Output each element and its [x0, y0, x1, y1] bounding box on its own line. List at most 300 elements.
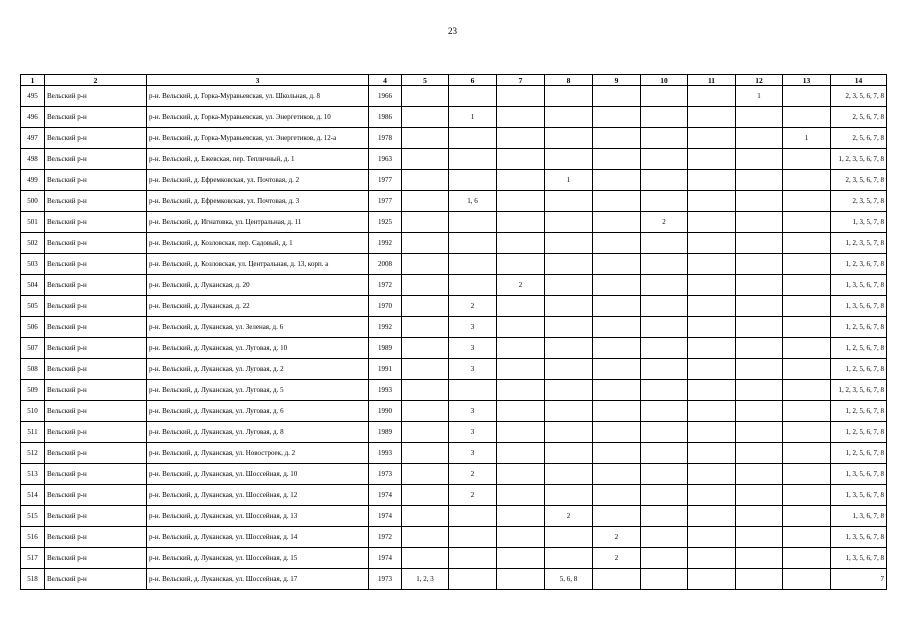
col-12-cell: [736, 107, 783, 128]
year-cell: 1978: [369, 128, 402, 149]
col-8-cell: [545, 422, 593, 443]
col-5-cell: [402, 338, 449, 359]
table-row: [21, 485, 887, 506]
district-cell: Вельский р-н: [45, 86, 147, 107]
col-13-cell: [783, 233, 831, 254]
col-11-cell: [688, 149, 736, 170]
col-6-cell: 3: [449, 422, 497, 443]
col-11-cell: [688, 380, 736, 401]
col-9-cell: [593, 275, 641, 296]
district-cell: Вельский р-н: [45, 485, 147, 506]
year-cell: 1977: [369, 170, 402, 191]
column-header-2: 2: [45, 75, 147, 86]
col-10-cell: [641, 107, 688, 128]
col-5-cell: [402, 107, 449, 128]
address-cell: р-н. Вельский, д. Луканская, ул. Луговая, д. 10: [147, 338, 369, 359]
district-cell: Вельский р-н: [45, 380, 147, 401]
col-14-cell: 2, 3, 5, 7, 8: [831, 191, 887, 212]
col-9-cell: [593, 380, 641, 401]
col-6-cell: [449, 86, 497, 107]
col-10-cell: 2: [641, 212, 688, 233]
col-13-cell: [783, 422, 831, 443]
col-5-cell: [402, 128, 449, 149]
col-12-cell: 1: [736, 86, 783, 107]
row-number-cell: 511: [21, 422, 45, 443]
col-12-cell: [736, 212, 783, 233]
col-12-cell: [736, 338, 783, 359]
col-11-cell: [688, 275, 736, 296]
col-10-cell: [641, 548, 688, 569]
address-cell: р-н. Вельский, д. Луканская, ул. Луговая, д. 8: [147, 422, 369, 443]
col-7-cell: [497, 464, 545, 485]
address-cell: р-н. Вельский, д. Горка-Муравьевская, ул. Энергетиков, д. 12-а: [147, 128, 369, 149]
row-number-cell: 499: [21, 170, 45, 191]
district-cell: Вельский р-н: [45, 296, 147, 317]
col-14-cell: 2, 3, 5, 6, 7, 8: [831, 170, 887, 191]
col-13-cell: [783, 191, 831, 212]
col-10-cell: [641, 359, 688, 380]
col-13-cell: [783, 401, 831, 422]
address-cell: р-н. Вельский, д. Луканская, ул. Зеленая, д. 6: [147, 317, 369, 338]
address-cell: р-н. Вельский, д. Луканская, ул. Луговая, д. 5: [147, 380, 369, 401]
col-9-cell: [593, 569, 641, 590]
col-12-cell: [736, 191, 783, 212]
col-11-cell: [688, 233, 736, 254]
col-8-cell: [545, 128, 593, 149]
district-cell: Вельский р-н: [45, 107, 147, 128]
address-cell: р-н. Вельский, д. Луканская, д. 22: [147, 296, 369, 317]
col-12-cell: [736, 569, 783, 590]
col-7-cell: [497, 548, 545, 569]
address-cell: р-н. Вельский, д. Луканская, д. 20: [147, 275, 369, 296]
col-11-cell: [688, 359, 736, 380]
row-number-cell: 505: [21, 296, 45, 317]
col-6-cell: [449, 275, 497, 296]
year-cell: 1973: [369, 464, 402, 485]
col-13-cell: [783, 107, 831, 128]
col-9-cell: [593, 485, 641, 506]
col-5-cell: [402, 191, 449, 212]
col-11-cell: [688, 296, 736, 317]
col-10-cell: [641, 170, 688, 191]
col-8-cell: [545, 107, 593, 128]
col-5-cell: [402, 317, 449, 338]
table-row: [21, 170, 887, 191]
address-cell: р-н. Вельский, д. Ефремковская, ул. Почтовая, д. 3: [147, 191, 369, 212]
col-11-cell: [688, 107, 736, 128]
col-6-cell: [449, 128, 497, 149]
col-9-cell: [593, 464, 641, 485]
col-5-cell: [402, 443, 449, 464]
table-row: [21, 149, 887, 170]
address-cell: р-н. Вельский, д. Луканская, ул. Луговая, д. 6: [147, 401, 369, 422]
district-cell: Вельский р-н: [45, 170, 147, 191]
row-number-cell: 517: [21, 548, 45, 569]
col-9-cell: [593, 170, 641, 191]
col-11-cell: [688, 569, 736, 590]
col-14-cell: 1, 2, 5, 6, 7, 8: [831, 401, 887, 422]
col-9-cell: [593, 233, 641, 254]
buildings-table: [20, 74, 887, 590]
row-number-cell: 501: [21, 212, 45, 233]
table-row: [21, 548, 887, 569]
year-cell: 1977: [369, 191, 402, 212]
col-11-cell: [688, 422, 736, 443]
column-header-8: 8: [545, 75, 593, 86]
col-13-cell: [783, 359, 831, 380]
table-row: [21, 233, 887, 254]
table-row: [21, 296, 887, 317]
row-number-cell: 504: [21, 275, 45, 296]
col-12-cell: [736, 443, 783, 464]
col-14-cell: 1, 2, 5, 6, 7, 8: [831, 422, 887, 443]
col-8-cell: [545, 548, 593, 569]
col-10-cell: [641, 338, 688, 359]
year-cell: 1991: [369, 359, 402, 380]
col-7-cell: [497, 86, 545, 107]
column-header-7: 7: [497, 75, 545, 86]
year-cell: 2008: [369, 254, 402, 275]
col-9-cell: [593, 86, 641, 107]
district-cell: Вельский р-н: [45, 149, 147, 170]
col-5-cell: [402, 233, 449, 254]
col-11-cell: [688, 317, 736, 338]
col-8-cell: 5, 6, 8: [545, 569, 593, 590]
col-12-cell: [736, 506, 783, 527]
col-5-cell: 1, 2, 3: [402, 569, 449, 590]
col-12-cell: [736, 485, 783, 506]
column-header-row: [21, 75, 887, 86]
table-row: [21, 401, 887, 422]
col-6-cell: 2: [449, 464, 497, 485]
col-13-cell: [783, 338, 831, 359]
col-9-cell: [593, 107, 641, 128]
col-10-cell: [641, 443, 688, 464]
district-cell: Вельский р-н: [45, 464, 147, 485]
col-12-cell: [736, 464, 783, 485]
col-10-cell: [641, 569, 688, 590]
col-13-cell: [783, 380, 831, 401]
col-14-cell: 2, 3, 5, 6, 7, 8: [831, 86, 887, 107]
col-13-cell: [783, 86, 831, 107]
col-14-cell: 1, 2, 3, 5, 6, 7, 8: [831, 380, 887, 401]
col-11-cell: [688, 338, 736, 359]
col-13-cell: [783, 527, 831, 548]
col-8-cell: [545, 380, 593, 401]
col-14-cell: 1, 3, 5, 6, 7, 8: [831, 275, 887, 296]
col-8-cell: [545, 359, 593, 380]
col-10-cell: [641, 296, 688, 317]
district-cell: Вельский р-н: [45, 275, 147, 296]
col-6-cell: 1: [449, 107, 497, 128]
district-cell: Вельский р-н: [45, 338, 147, 359]
col-7-cell: [497, 359, 545, 380]
col-12-cell: [736, 527, 783, 548]
col-12-cell: [736, 317, 783, 338]
col-13-cell: [783, 485, 831, 506]
col-14-cell: 1, 3, 5, 7, 8: [831, 212, 887, 233]
col-12-cell: [736, 401, 783, 422]
col-6-cell: 1, 6: [449, 191, 497, 212]
col-9-cell: [593, 422, 641, 443]
year-cell: 1986: [369, 107, 402, 128]
table-row: [21, 380, 887, 401]
district-cell: Вельский р-н: [45, 359, 147, 380]
col-8-cell: [545, 149, 593, 170]
col-14-cell: 1, 3, 5, 6, 7, 8: [831, 527, 887, 548]
table-body: [21, 86, 887, 590]
col-5-cell: [402, 254, 449, 275]
col-11-cell: [688, 506, 736, 527]
col-12-cell: [736, 359, 783, 380]
col-13-cell: [783, 443, 831, 464]
col-13-cell: [783, 212, 831, 233]
col-5-cell: [402, 401, 449, 422]
district-cell: Вельский р-н: [45, 443, 147, 464]
column-header-12: 12: [736, 75, 783, 86]
row-number-cell: 512: [21, 443, 45, 464]
row-number-cell: 497: [21, 128, 45, 149]
col-10-cell: [641, 317, 688, 338]
col-7-cell: [497, 107, 545, 128]
col-10-cell: [641, 254, 688, 275]
year-cell: 1963: [369, 149, 402, 170]
table-row: [21, 527, 887, 548]
table-row: [21, 275, 887, 296]
col-5-cell: [402, 149, 449, 170]
year-cell: 1973: [369, 569, 402, 590]
district-cell: Вельский р-н: [45, 422, 147, 443]
year-cell: 1925: [369, 212, 402, 233]
col-7-cell: 2: [497, 275, 545, 296]
col-14-cell: 1, 2, 3, 6, 7, 8: [831, 254, 887, 275]
col-5-cell: [402, 548, 449, 569]
col-9-cell: [593, 296, 641, 317]
column-header-10: 10: [641, 75, 688, 86]
year-cell: 1974: [369, 506, 402, 527]
col-11-cell: [688, 170, 736, 191]
col-11-cell: [688, 191, 736, 212]
row-number-cell: 516: [21, 527, 45, 548]
col-10-cell: [641, 149, 688, 170]
year-cell: 1974: [369, 485, 402, 506]
col-8-cell: 2: [545, 506, 593, 527]
col-5-cell: [402, 86, 449, 107]
col-8-cell: [545, 212, 593, 233]
address-cell: р-н. Вельский, д. Луканская, ул. Новостроек, д. 2: [147, 443, 369, 464]
year-cell: 1970: [369, 296, 402, 317]
col-10-cell: [641, 128, 688, 149]
col-9-cell: [593, 338, 641, 359]
col-10-cell: [641, 401, 688, 422]
col-12-cell: [736, 422, 783, 443]
col-8-cell: [545, 401, 593, 422]
col-12-cell: [736, 275, 783, 296]
col-7-cell: [497, 401, 545, 422]
col-11-cell: [688, 464, 736, 485]
col-14-cell: 2, 5, 6, 7, 8: [831, 107, 887, 128]
year-cell: 1992: [369, 233, 402, 254]
col-8-cell: [545, 86, 593, 107]
col-9-cell: [593, 149, 641, 170]
address-cell: р-н. Вельский, д. Ефремковская, ул. Почтовая, д. 2: [147, 170, 369, 191]
year-cell: 1993: [369, 443, 402, 464]
col-14-cell: 1, 2, 5, 6, 7, 8: [831, 443, 887, 464]
col-8-cell: [545, 233, 593, 254]
col-11-cell: [688, 443, 736, 464]
table-row: [21, 212, 887, 233]
row-number-cell: 513: [21, 464, 45, 485]
col-10-cell: [641, 422, 688, 443]
page-number: 23: [448, 26, 457, 36]
district-cell: Вельский р-н: [45, 317, 147, 338]
col-7-cell: [497, 254, 545, 275]
col-8-cell: [545, 485, 593, 506]
col-7-cell: [497, 191, 545, 212]
col-12-cell: [736, 170, 783, 191]
col-5-cell: [402, 212, 449, 233]
col-13-cell: [783, 506, 831, 527]
col-9-cell: [593, 212, 641, 233]
row-number-cell: 502: [21, 233, 45, 254]
col-6-cell: [449, 170, 497, 191]
col-13-cell: [783, 569, 831, 590]
table-row: [21, 443, 887, 464]
col-11-cell: [688, 128, 736, 149]
col-12-cell: [736, 128, 783, 149]
row-number-cell: 500: [21, 191, 45, 212]
col-10-cell: [641, 506, 688, 527]
col-6-cell: 3: [449, 338, 497, 359]
col-10-cell: [641, 485, 688, 506]
col-11-cell: [688, 401, 736, 422]
col-11-cell: [688, 485, 736, 506]
col-12-cell: [736, 548, 783, 569]
col-12-cell: [736, 149, 783, 170]
column-header-13: 13: [783, 75, 831, 86]
col-7-cell: [497, 527, 545, 548]
district-cell: Вельский р-н: [45, 548, 147, 569]
col-6-cell: 3: [449, 359, 497, 380]
col-9-cell: [593, 359, 641, 380]
col-10-cell: [641, 275, 688, 296]
district-cell: Вельский р-н: [45, 401, 147, 422]
year-cell: 1990: [369, 401, 402, 422]
col-6-cell: [449, 548, 497, 569]
col-8-cell: [545, 191, 593, 212]
col-13-cell: [783, 464, 831, 485]
col-10-cell: [641, 191, 688, 212]
year-cell: 1989: [369, 422, 402, 443]
col-9-cell: [593, 191, 641, 212]
col-5-cell: [402, 485, 449, 506]
col-6-cell: [449, 569, 497, 590]
col-11-cell: [688, 548, 736, 569]
col-8-cell: [545, 464, 593, 485]
district-cell: Вельский р-н: [45, 506, 147, 527]
row-number-cell: 498: [21, 149, 45, 170]
col-12-cell: [736, 380, 783, 401]
col-9-cell: [593, 443, 641, 464]
col-12-cell: [736, 254, 783, 275]
col-6-cell: 2: [449, 485, 497, 506]
year-cell: 1972: [369, 275, 402, 296]
district-cell: Вельский р-н: [45, 527, 147, 548]
district-cell: Вельский р-н: [45, 233, 147, 254]
col-7-cell: [497, 485, 545, 506]
col-14-cell: 1, 3, 5, 6, 7, 8: [831, 485, 887, 506]
row-number-cell: 515: [21, 506, 45, 527]
col-14-cell: 1, 3, 5, 6, 7, 8: [831, 296, 887, 317]
col-14-cell: 1, 2, 5, 6, 7, 8: [831, 338, 887, 359]
col-7-cell: [497, 128, 545, 149]
table-row: [21, 359, 887, 380]
row-number-cell: 514: [21, 485, 45, 506]
col-13-cell: [783, 149, 831, 170]
col-13-cell: [783, 548, 831, 569]
row-number-cell: 496: [21, 107, 45, 128]
table-row: [21, 422, 887, 443]
col-8-cell: [545, 254, 593, 275]
col-5-cell: [402, 464, 449, 485]
col-6-cell: [449, 254, 497, 275]
col-8-cell: [545, 338, 593, 359]
row-number-cell: 518: [21, 569, 45, 590]
col-5-cell: [402, 359, 449, 380]
col-6-cell: [449, 212, 497, 233]
col-11-cell: [688, 86, 736, 107]
row-number-cell: 508: [21, 359, 45, 380]
col-14-cell: 1, 2, 5, 6, 7, 8: [831, 359, 887, 380]
year-cell: 1966: [369, 86, 402, 107]
table-row: [21, 506, 887, 527]
col-5-cell: [402, 170, 449, 191]
col-10-cell: [641, 380, 688, 401]
table-row: [21, 338, 887, 359]
column-header-4: 4: [369, 75, 402, 86]
column-header-3: 3: [147, 75, 369, 86]
column-header-5: 5: [402, 75, 449, 86]
address-cell: р-н. Вельский, д. Ежевская, пер. Тепличный, д. 1: [147, 149, 369, 170]
col-6-cell: 2: [449, 296, 497, 317]
col-6-cell: 3: [449, 443, 497, 464]
col-14-cell: 1, 3, 6, 7, 8: [831, 506, 887, 527]
table-row: [21, 317, 887, 338]
address-cell: р-н. Вельский, д. Луканская, ул. Шоссейная, д. 15: [147, 548, 369, 569]
col-11-cell: [688, 254, 736, 275]
address-cell: р-н. Вельский, д. Луканская, ул. Шоссейная, д. 17: [147, 569, 369, 590]
table-row: [21, 569, 887, 590]
address-cell: р-н. Вельский, д. Козловская, пер. Садовый, д. 1: [147, 233, 369, 254]
year-cell: 1993: [369, 380, 402, 401]
row-number-cell: 506: [21, 317, 45, 338]
col-14-cell: 7: [831, 569, 887, 590]
district-cell: Вельский р-н: [45, 128, 147, 149]
col-7-cell: [497, 569, 545, 590]
col-9-cell: [593, 401, 641, 422]
col-6-cell: [449, 380, 497, 401]
col-8-cell: 1: [545, 170, 593, 191]
address-cell: р-н. Вельский, д. Луканская, ул. Шоссейная, д. 10: [147, 464, 369, 485]
col-9-cell: 2: [593, 548, 641, 569]
column-header-1: 1: [21, 75, 45, 86]
col-14-cell: 2, 5, 6, 7, 8: [831, 128, 887, 149]
col-10-cell: [641, 527, 688, 548]
col-10-cell: [641, 464, 688, 485]
address-cell: р-н. Вельский, д. Горка-Муравьевская, ул. Школьная, д. 8: [147, 86, 369, 107]
row-number-cell: 503: [21, 254, 45, 275]
row-number-cell: 509: [21, 380, 45, 401]
